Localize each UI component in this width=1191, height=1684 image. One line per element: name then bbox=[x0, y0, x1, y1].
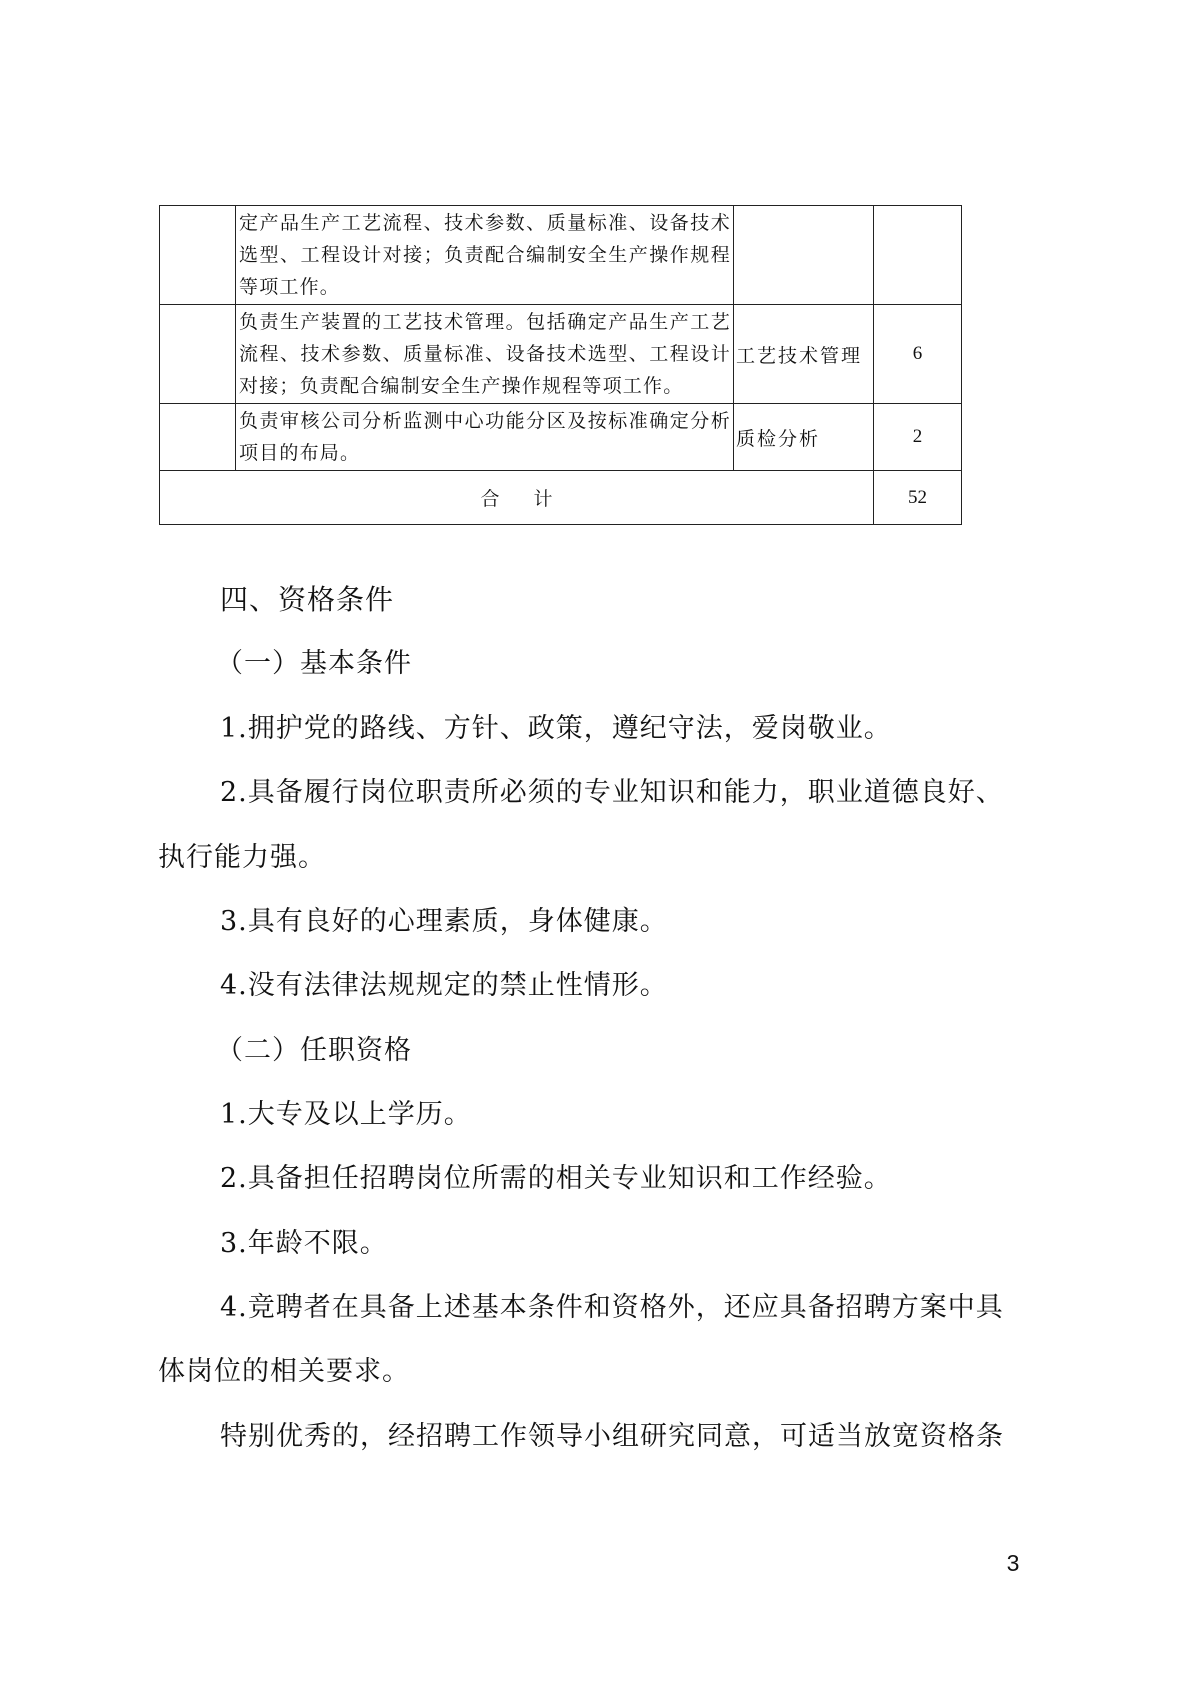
table-cell-description: 定产品生产工艺流程、技术参数、质量标准、设备技术选型、工程设计对接；负责配合编制安全生产操作规程等项工作。 bbox=[236, 206, 734, 305]
table-cell-description: 负责生产装置的工艺技术管理。包括确定产品生产工艺流程、技术参数、质量标准、设备技术选型、工程设计对接；负责配合编制安全生产操作规程等项工作。 bbox=[236, 305, 734, 404]
basic-item-3: 3.具有良好的心理素质，身体健康。 bbox=[220, 906, 668, 937]
subsection-title-qualification: （二）任职资格 bbox=[216, 1035, 412, 1066]
qualification-item-3: 3.年龄不限。 bbox=[220, 1228, 388, 1259]
table-total-value: 52 bbox=[874, 471, 962, 525]
table-cell-count: 2 bbox=[874, 404, 962, 471]
section-title: 四、资格条件 bbox=[220, 583, 395, 616]
page-number: 3 bbox=[1006, 1550, 1020, 1576]
qualification-item-2: 2.具备担任招聘岗位所需的相关专业知识和工作经验。 bbox=[220, 1163, 892, 1194]
table-total-row bbox=[160, 471, 962, 525]
table-cell-empty bbox=[160, 305, 236, 404]
job-table bbox=[159, 205, 962, 525]
table-total-label-cell bbox=[160, 471, 874, 525]
qualification-item-4: 4.竞聘者在具备上述基本条件和资格外，还应具备招聘方案中具 bbox=[220, 1292, 1004, 1323]
table-cell-count bbox=[874, 206, 962, 305]
table-cell-post bbox=[734, 206, 874, 305]
basic-item-2: 2.具备履行岗位职责所必须的专业知识和能力，职业道德良好、 bbox=[220, 777, 1004, 808]
basic-item-4: 4.没有法律法规规定的禁止性情形。 bbox=[220, 970, 668, 1001]
basic-item-2-continued: 执行能力强。 bbox=[158, 842, 326, 873]
table-cell-empty bbox=[160, 404, 236, 471]
total-label: 合计 bbox=[480, 488, 587, 510]
table-cell-count: 6 bbox=[874, 305, 962, 404]
table-cell-post: 工艺技术管理 bbox=[734, 305, 874, 404]
table-row bbox=[160, 404, 962, 471]
exception-note: 特别优秀的，经招聘工作领导小组研究同意，可适当放宽资格条 bbox=[220, 1421, 1004, 1452]
subsection-title-basic: （一）基本条件 bbox=[216, 648, 412, 679]
basic-item-1: 1.拥护党的路线、方针、政策，遵纪守法，爱岗敬业。 bbox=[220, 713, 892, 744]
table-cell-post: 质检分析 bbox=[734, 404, 874, 471]
qualification-item-1: 1.大专及以上学历。 bbox=[220, 1099, 472, 1130]
table-cell-description: 负责审核公司分析监测中心功能分区及按标准确定分析项目的布局。 bbox=[236, 404, 734, 471]
table-cell-empty bbox=[160, 206, 236, 305]
qualification-item-4-continued: 体岗位的相关要求。 bbox=[158, 1356, 410, 1387]
table-row bbox=[160, 206, 962, 305]
table-row bbox=[160, 305, 962, 404]
